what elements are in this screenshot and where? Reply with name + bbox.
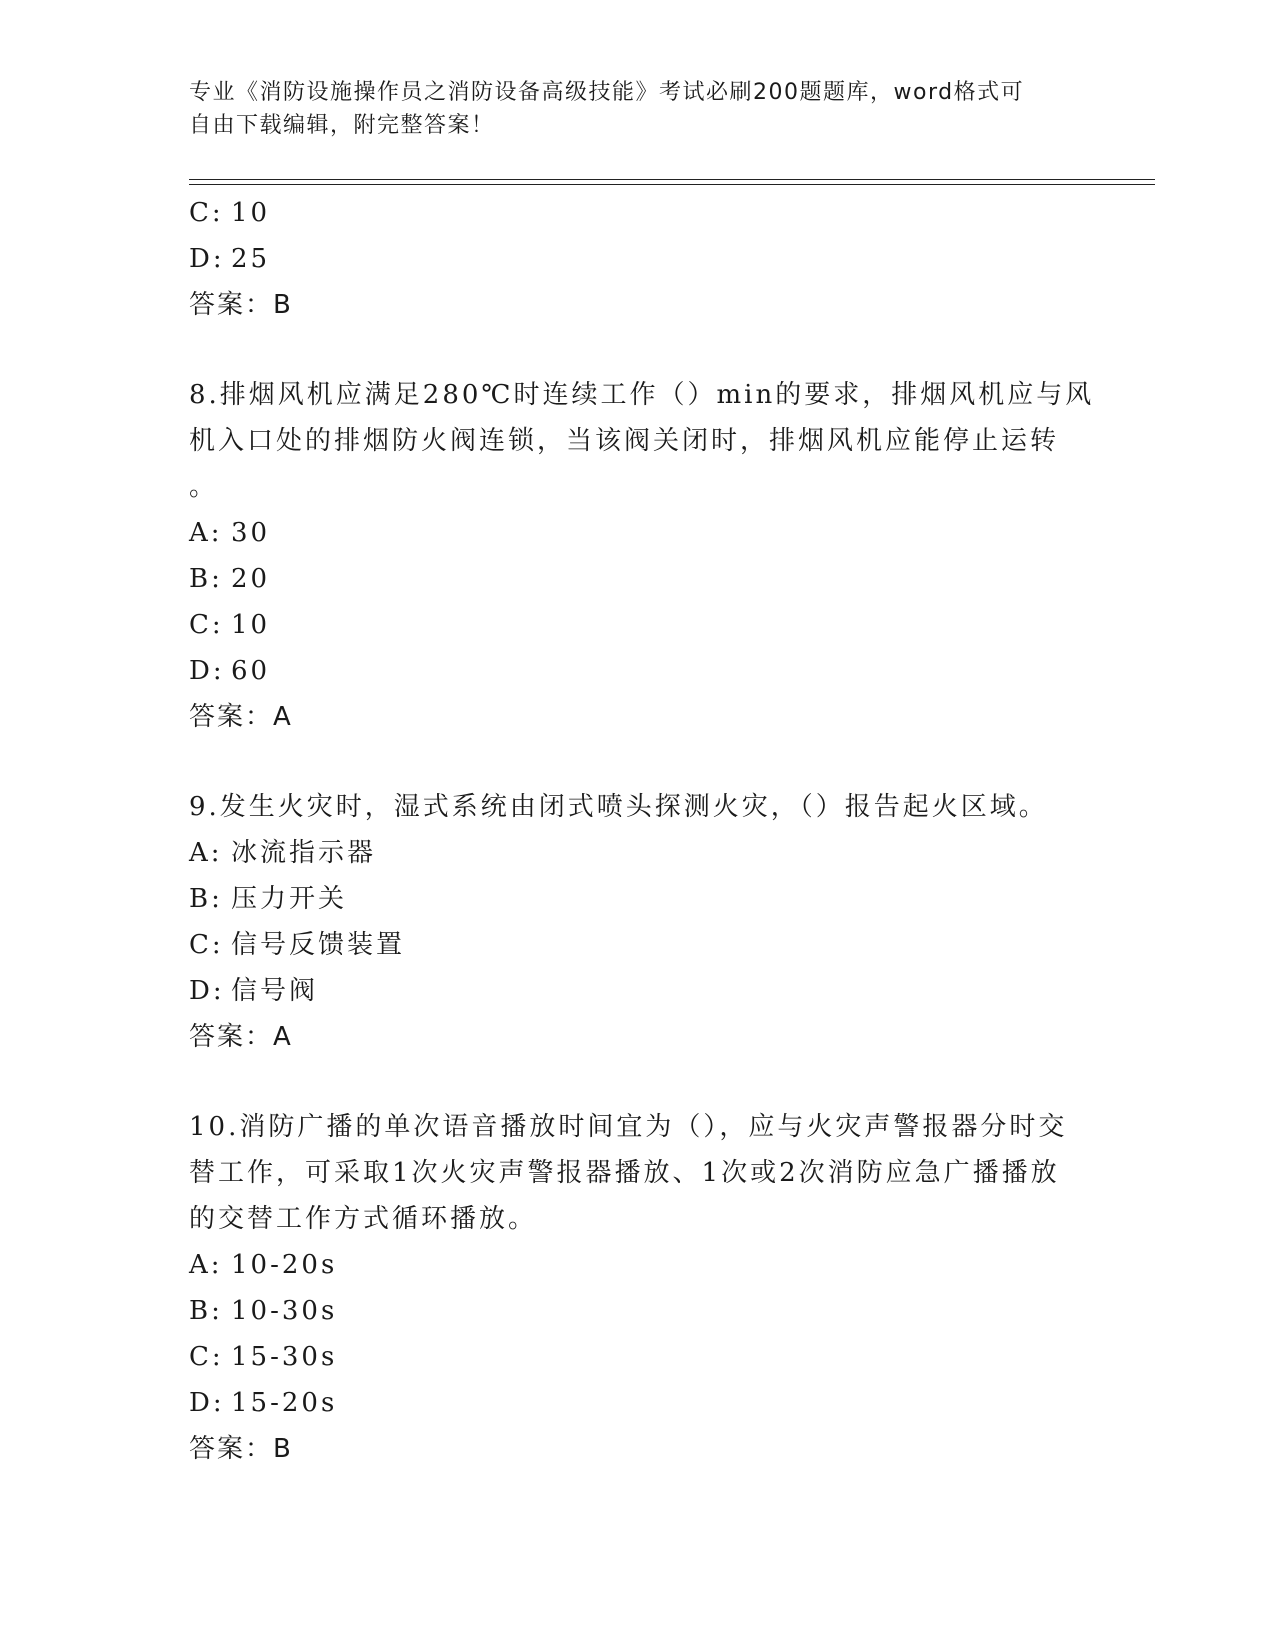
option-letter: D: — [189, 1388, 225, 1418]
option-item — [189, 1380, 1079, 1426]
option-text: 冰流指示器 — [231, 838, 377, 868]
option-item — [189, 556, 1079, 602]
answer-line: 答案：B — [189, 290, 293, 320]
option-letter: A: — [189, 1250, 223, 1280]
option-item — [189, 876, 1079, 922]
option-text: 15-30s — [231, 1342, 338, 1372]
question-text-line: 8.排烟风机应满足280℃时连续工作（）min的要求，排烟风机应与风 — [189, 380, 1095, 410]
option-letter: C: — [189, 198, 224, 228]
option-letter: C: — [189, 1342, 224, 1372]
option-letter: B: — [189, 884, 223, 914]
option-letter: D: — [189, 656, 225, 686]
option-text: 信号阀 — [231, 976, 319, 1006]
document-header — [189, 76, 1089, 142]
option-item — [189, 648, 1079, 694]
option-text: 15-20s — [231, 1388, 338, 1418]
option-text: 10-30s — [231, 1296, 338, 1326]
answer-line: 答案：B — [189, 1434, 293, 1464]
question-block — [189, 372, 1095, 740]
option-item — [189, 510, 1079, 556]
question-text-line: 。 — [189, 472, 219, 502]
header-divider-top — [189, 179, 1155, 180]
option-letter: B: — [189, 564, 223, 594]
option-item — [189, 922, 1079, 968]
question-block — [189, 1104, 1079, 1472]
header-line-2: 自由下载编辑，附完整答案！ — [189, 113, 495, 138]
option-letter: A: — [189, 518, 223, 548]
option-letter: A: — [189, 838, 223, 868]
question-text-line: 机入口处的排烟防火阀连锁，当该阀关闭时，排烟风机应能停止运转 — [189, 426, 1060, 456]
option-text: 60 — [231, 656, 271, 686]
option-item — [189, 602, 1079, 648]
question-text-line: 10.消防广播的单次语音播放时间宜为（），应与火灾声警报器分时交 — [189, 1112, 1068, 1142]
question-text-line: 9.发生火灾时，湿式系统由闭式喷头探测火灾，（）报告起火区域。 — [189, 792, 1048, 822]
option-letter: C: — [189, 610, 224, 640]
option-text: 信号反馈装置 — [231, 930, 406, 960]
option-item — [189, 1334, 1079, 1380]
question-block — [189, 784, 1079, 1060]
option-item — [189, 968, 1079, 1014]
header-line-1: 专业《消防设施操作员之消防设备高级技能》考试必刷200题题库，word格式可 — [189, 80, 1025, 105]
option-text: 25 — [231, 244, 271, 274]
question-text-line: 替工作，可采取1次火灾声警报器播放、1次或2次消防应急广播播放 — [189, 1158, 1060, 1188]
option-text: 30 — [231, 518, 271, 548]
option-text: 压力开关 — [231, 884, 348, 914]
option-text: 10-20s — [231, 1250, 338, 1280]
option-letter: B: — [189, 1296, 223, 1326]
previous-question-tail — [189, 190, 1089, 328]
option-letter: C: — [189, 930, 224, 960]
header-divider-bottom — [189, 184, 1155, 185]
question-content — [189, 190, 1095, 1472]
option-item — [189, 1242, 1079, 1288]
answer-line: 答案：A — [189, 702, 293, 732]
answer-line: 答案：A — [189, 1022, 293, 1052]
option-item — [189, 830, 1079, 876]
option-letter: D: — [189, 244, 225, 274]
option-item — [189, 236, 1089, 282]
question-text-line: 的交替工作方式循环播放。 — [189, 1204, 538, 1234]
option-item — [189, 190, 1089, 236]
option-item — [189, 1288, 1079, 1334]
option-letter: D: — [189, 976, 225, 1006]
option-text: 20 — [231, 564, 271, 594]
option-text: 10 — [231, 198, 271, 228]
option-text: 10 — [231, 610, 271, 640]
